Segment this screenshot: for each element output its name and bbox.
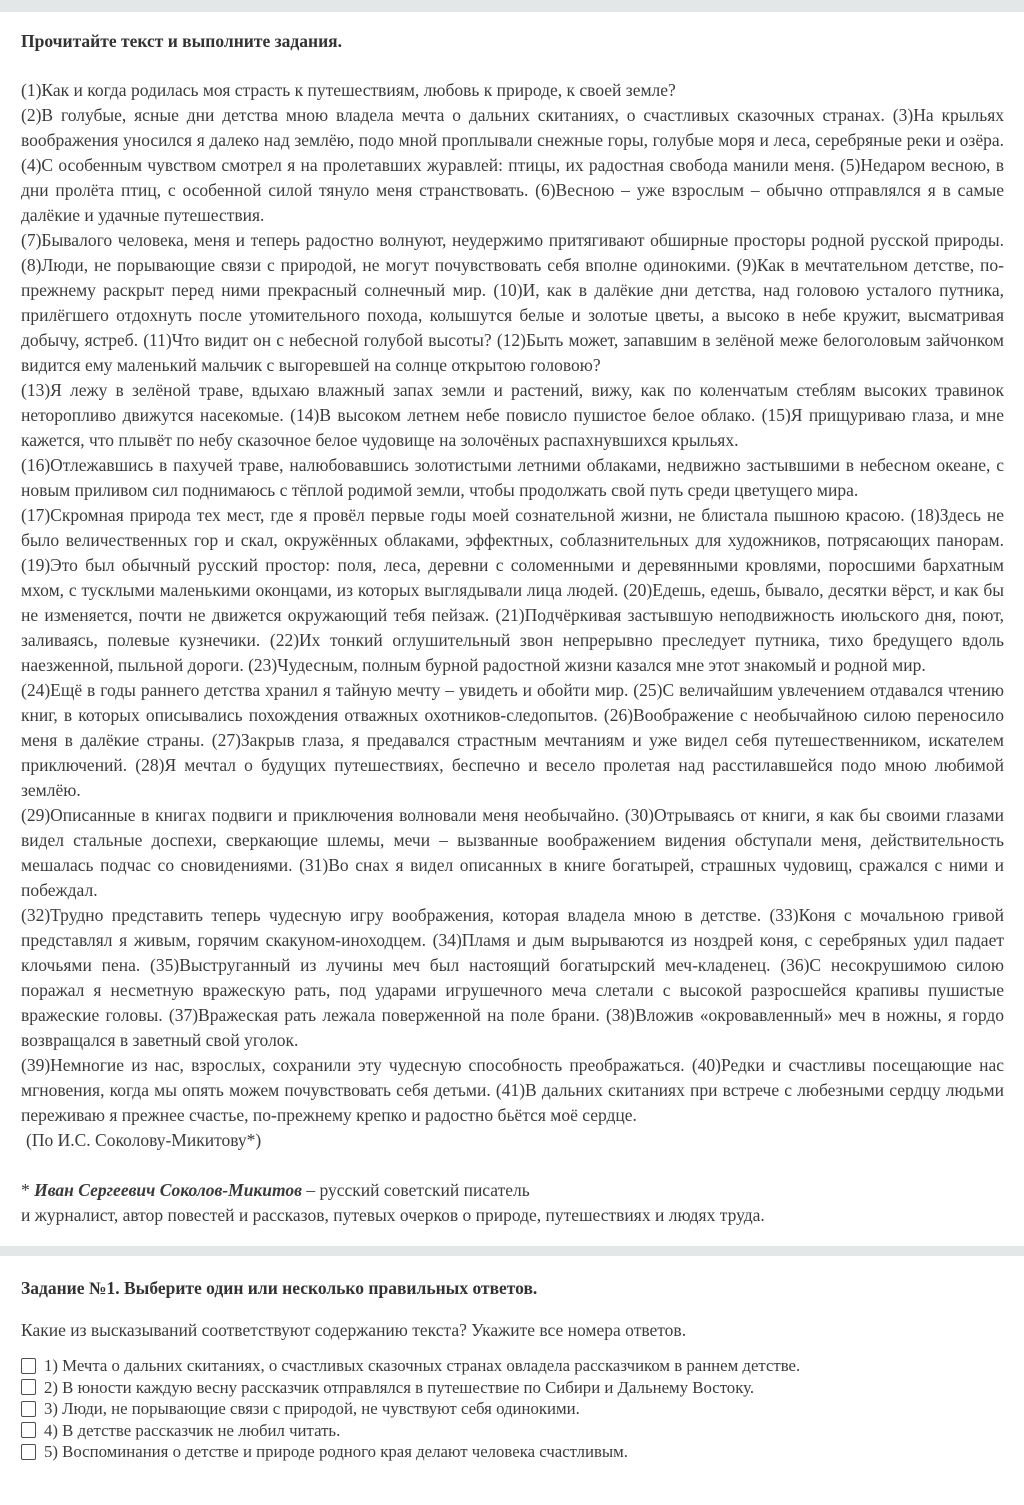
answer-option-label: 3) Люди, не порывающие связи с природой, не чувствуют себя одинокими.: [44, 1399, 580, 1418]
answer-option-5[interactable]: [21, 1443, 1004, 1460]
paragraph-7: (24)Ещё в годы раннего детства хранил я тайную мечту – увидеть и обойти мир. (25)С величайшим увлечением отдавался чтению книг, в которых описывались похождения отважных охотников-следопытов. (26)Воображение с необычайною силою переносило меня в далёкие страны. (27)Закрыв глаза, я предавался страстным мечтаниям и уже видел себя путешественником, искателем приключений. (28)Я мечтал о будущих путешествиях, беспечно и весело пролетая над расстилавшейся подо мною любимой землёю.: [21, 680, 1004, 800]
paragraph-4: (13)Я лежу в зелёной траве, вдыхаю влажный запах земли и растений, вижу, как по коленчатым стеблям высоких травинок неторопливо движутся насекомые. (14)В высоком летнем небе повисло пушистое белое облако. (15)Я прищуриваю глаза, и мне кажется, что плывёт по небу сказочное белое чудовище на золочёных распахнувшихся крыльях.: [21, 380, 1004, 450]
paragraph-9: (32)Трудно представить теперь чудесную игру воображения, которая владела мною в детстве. (33)Коня с мочальною гривой представлял я живым, горячим скакуном-иноходцем. (34)Пламя и дым вырываются из ноздрей коня, с серебряных удил падает клочьями пена. (35)Выструганный из лучины меч был настоящий богатырский меч-кладенец. (36)С несокрушимою силою поражал я несметную вражескую рать, под ударами игрушечного меча слетали с высокой разросшейся крапивы пушистые вражеские головы. (37)Вражеская рать лежала поверженной на поле брани. (38)Вложив «окровавленный» меч в ножны, я гордо возвращался в заветный свой уголок.: [21, 905, 1004, 1050]
paragraph-5: (16)Отлежавшись в пахучей траве, налюбовавшись золотистыми летними облаками, недвижно застывшими в небесном океане, с новым приливом сил поднимаюсь с тёплой родимой земли, чтобы продолжать свой путь среди цветущего мира.: [21, 455, 1004, 500]
checkbox-icon[interactable]: [21, 1401, 36, 1417]
answer-option-3[interactable]: [21, 1400, 1004, 1417]
paragraph-2: (2)В голубые, ясные дни детства мною владела мечта о дальних скитаниях, о счастливых сказочных странах. (3)На крыльях воображения уносился я далеко над землёю, подо мной проплывали снежные горы, голубые моря и леса, серебряные реки и озёра. (4)С особенным чувством смотрел я на пролетавших журавлей: птицы, их радостная свобода манили меня. (5)Недаром весною, в дни пролёта птиц, с особенной силой тянуло меня странствовать. (6)Весною – уже взрослым – обычно отправлялся я в самые далёкие и удачные путешествия.: [21, 105, 1004, 225]
footnote-line-2: и журналист, автор повестей и рассказов, путевых очерков о природе, путешествиях и людях труда.: [21, 1205, 765, 1225]
footnote-author-name: Иван Сергеевич Соколов-Микитов: [34, 1180, 302, 1200]
paragraph-8: (29)Описанные в книгах подвиги и приключения волновали меня необычайно. (30)Отрываясь от книги, я как бы своими глазами видел стальные доспехи, сверкающие шлемы, мечи – вызванные воображением видения обступали меня, действительность мешалась подчас со сновидениями. (31)Во снах я видел описанных в книге богатырей, страшных чудовищ, сражался с ними и побеждал.: [21, 805, 1004, 900]
answer-option-4[interactable]: [21, 1422, 1004, 1439]
paragraph-10: (39)Немногие из нас, взрослых, сохранили эту чудесную способность преображаться. (40)Редки и счастливы посещающие нас мгновения, когда мы опять можем почувствовать себя детьми. (41)В дальних скитаниях при встрече с любезными сердцу людьми переживаю я прежнее счастье, по-прежнему крепко и радостно бьётся моё сердце.: [21, 1055, 1004, 1125]
paragraph-3: (7)Бывалого человека, меня и теперь радостно волнуют, неудержимо притягивают обширные просторы родной русской природы. (8)Люди, не порывающие связи с природой, не могут почувствовать себя вполне одинокими. (9)Как в мечтательном детстве, по-прежнему раскрыт перед ними прекрасный солнечный мир. (10)И, как в далёкие дни детства, над головою усталого путника, прилёгшего отдохнуть после утомительного похода, колышутся белые и золотые цветы, а высоко в небе кружит, высматривая добычу, ястреб. (11)Что видит он с небесной голубой высоты? (12)Быть может, запавшим в зелёной меже белоголовым зайчонком видится ему маленький мальчик с выгоревшей на солнце открытою головою?: [21, 230, 1004, 375]
checkbox-icon[interactable]: [21, 1379, 36, 1395]
answer-option-label: 1) Мечта о дальних скитаниях, о счастливых сказочных странах овладела рассказчиком в раннем детстве.: [44, 1356, 801, 1375]
article-text: [21, 78, 1004, 1153]
reading-text-card: [0, 12, 1024, 1246]
answer-option-label: 5) Воспоминания о детстве и природе родного края делают человека счастливым.: [44, 1442, 628, 1461]
checkbox-icon[interactable]: [21, 1358, 36, 1374]
page-top-divider: [0, 0, 1024, 12]
attribution: (По И.С. Соколову-Микитову*): [26, 1130, 262, 1150]
task-question: Какие из высказываний соответствуют содержанию текста? Укажите все номера ответов.: [21, 1320, 687, 1340]
paragraph-1: (1)Как и когда родилась моя страсть к путешествиям, любовь к природе, к своей земле?: [21, 80, 676, 100]
footnote-author-desc: – русский советский писатель: [306, 1180, 530, 1200]
author-footnote: [21, 1178, 1004, 1228]
answer-option-1[interactable]: [21, 1357, 1004, 1374]
instruction-heading: Прочитайте текст и выполните задания.: [21, 31, 343, 51]
checkbox-icon[interactable]: [21, 1422, 36, 1438]
task-card: [0, 1256, 1024, 1505]
answer-options: [21, 1357, 1004, 1460]
answer-option-label: 4) В детстве рассказчик не любил читать.: [44, 1420, 341, 1440]
footnote-star: *: [21, 1180, 30, 1200]
paragraph-6: (17)Скромная природа тех мест, где я провёл первые годы моей сознательной жизни, не блистала пышною красою. (18)Здесь не было величественных гор и скал, окружённых облаками, эффектных, соблазнительных для художников, потрясающих панорам. (19)Это был обычный русский простор: поля, леса, деревни с соломенными и деревянными кровлями, поросшими бархатным мхом, с тусклыми маленькими оконцами, из которых выглядывали лица людей. (20)Едешь, едешь, бывало, десятки вёрст, и как бы не изменяется, почти не движется окружающий тебя пейзаж. (21)Подчёркивая застывшую неподвижность июльского дня, поют, заливаясь, полевые кузнечики. (22)Их тонкий оглушительный звон непрерывно преследует путника, тихо бредущего вдоль наезженной, пыльной дороги. (23)Чудесным, полным бурной радостной жизни казался мне этот знакомый и родной мир.: [21, 505, 1004, 675]
answer-option-2[interactable]: [21, 1379, 1004, 1396]
section-divider: [0, 1246, 1024, 1256]
footnote-line-1: [21, 1178, 1004, 1203]
task-heading: Задание №1. Выберите один или несколько правильных ответов.: [21, 1278, 538, 1298]
answer-option-label: 2) В юности каждую весну рассказчик отправлялся в путешествие по Сибири и Дальнему Востоку.: [44, 1377, 755, 1397]
checkbox-icon[interactable]: [21, 1444, 36, 1460]
